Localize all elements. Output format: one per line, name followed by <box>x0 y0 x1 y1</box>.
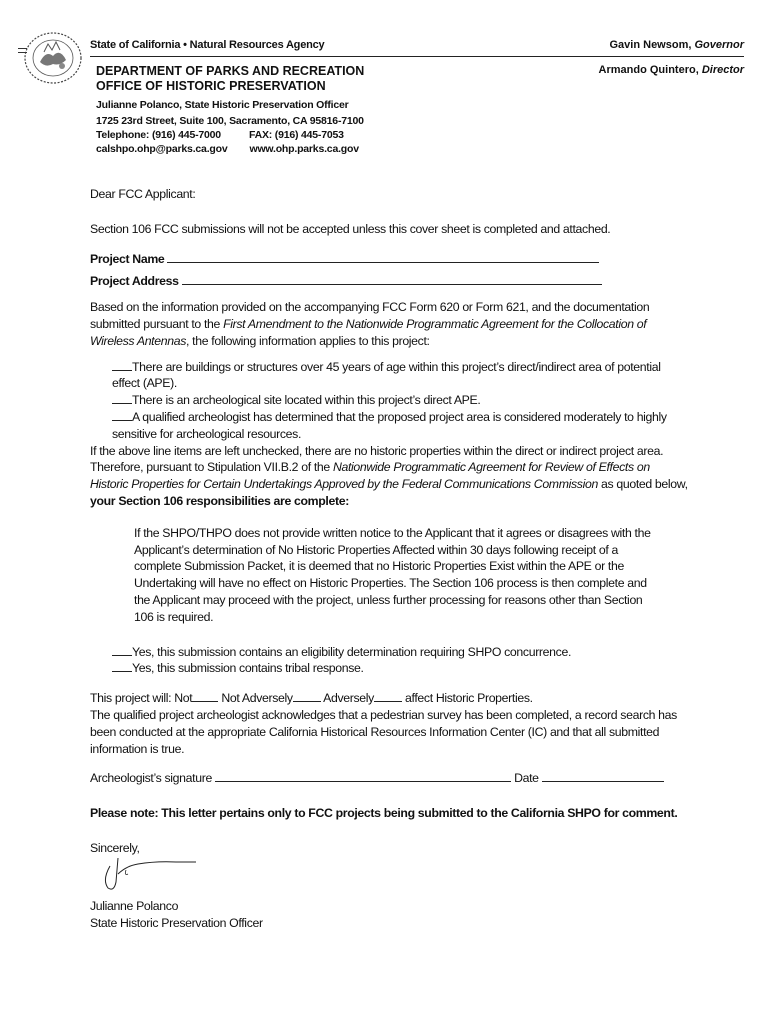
first-amendment-title: First Amendment to the Nationwide Programmatic Agreement for the Collocation of Wireless Antennas <box>90 316 647 348</box>
effect-text: affect Historic Properties. <box>401 691 533 706</box>
closing: Sincerely, <box>90 840 140 855</box>
adversely-blank[interactable] <box>374 690 402 702</box>
project-name-label: Project Name <box>90 251 165 266</box>
signature-label: Archeologist’s signature <box>90 771 215 786</box>
yes-eligibility-row <box>90 644 690 661</box>
check-item-sensitivity <box>90 409 690 443</box>
yes-tribal-row <box>90 660 690 677</box>
project-address-label: Project Address <box>90 274 179 289</box>
basis-paragraph <box>90 299 690 349</box>
check-text: A qualified archeologist has determined that the proposed project area is considered moderately to highly sensitive for archeological resources. <box>112 409 667 441</box>
salutation: Dear FCC Applicant: <box>90 187 196 201</box>
yes-text: Yes, this submission contains tribal response. <box>132 661 364 676</box>
department-title <box>96 64 364 94</box>
director-name: Armando Quintero, Director <box>598 64 744 76</box>
effect-text: Adversely <box>320 691 374 706</box>
officer-line: Julianne Polanco, State Historic Preservation Officer <box>96 99 349 111</box>
check-item-structures <box>90 359 690 393</box>
acknowledgement-paragraph: The qualified project archeologist acknowledges that a pedestrian survey has been completed, a record search has been conducted at the appropriate California Historical Resources Information Center (IC) and that all submitted information is true. <box>90 707 677 756</box>
project-address-row <box>90 273 690 290</box>
yes-text: Yes, this submission contains an eligibility determination requiring SHPO concurrence. <box>132 644 572 659</box>
responsibilities-statement: your Section 106 responsibilities are complete: <box>90 493 349 508</box>
project-address-field[interactable] <box>182 273 602 285</box>
agreement-title: Nationwide Programmatic Agreement for Review of Effects on Historic Properties for Certain Undertakings Approved by the Federal Communications Commission <box>90 460 650 492</box>
check-item-archeological-site <box>90 392 690 409</box>
basis-text-end: , the following information applies to this project: <box>186 333 430 348</box>
check-blank[interactable] <box>112 409 132 421</box>
stipulation-paragraph <box>90 443 690 510</box>
check-blank[interactable] <box>112 359 132 371</box>
agency-name: State of California • Natural Resources Agency <box>90 39 325 51</box>
fax: FAX: (916) 445-7053 <box>248 129 344 141</box>
project-name-row <box>90 251 690 268</box>
check-blank[interactable] <box>112 644 132 656</box>
handwritten-signature <box>96 852 206 896</box>
date-label: Date <box>511 771 542 786</box>
intro-text: Section 106 FCC submissions will not be accepted unless this cover sheet is completed and attached. <box>90 221 611 236</box>
california-seal-icon <box>22 30 84 86</box>
signer-block <box>90 898 263 931</box>
address-line: 1725 23rd Street, Suite 100, Sacramento, CA 95816-7100 <box>96 115 364 127</box>
check-blank[interactable] <box>112 660 132 672</box>
email-link[interactable]: calshpo.ohp@parks.ca.gov <box>96 143 228 155</box>
stipulation-text: If the above line items are left unchecked, there are no historic properties within the direct or indirect project area. Therefore, pursuant to Stipulation VII.B.2 of the <box>90 443 664 475</box>
quoted-stipulation: If the SHPO/THPO does not provide written notice to the Applicant that it agrees or disagrees with the Applicant’s determination of No Historic Properties Affected within 30 days following receipt of a complete Submission Packet, it is deemed that no Historic Properties Exist within the APE or the Undertaking will have no effect on Historic Properties. The Section 106 process is then complete and the Applicant may proceed with the project, unless further processing for reasons other than Section 106 is required. <box>134 525 651 624</box>
not-affect-blank[interactable] <box>192 690 218 702</box>
department-name: DEPARTMENT OF PARKS AND RECREATION <box>96 64 365 78</box>
check-text: There is an archeological site located within this project’s direct APE. <box>132 393 481 408</box>
effect-row <box>90 690 690 707</box>
signer-name: Julianne Polanco <box>90 899 179 913</box>
seal-mark <box>18 52 27 53</box>
effect-text: Not Adversely <box>218 691 293 706</box>
stipulation-text-mid: as quoted below, <box>597 477 688 492</box>
seal-mark <box>18 48 27 49</box>
project-name-field[interactable] <box>167 251 599 263</box>
archeologist-signature-field[interactable] <box>215 770 511 782</box>
signature-row <box>90 770 690 787</box>
governor-name: Gavin Newsom, Governor <box>609 39 744 51</box>
email-web-line <box>96 141 364 157</box>
letterhead-rule <box>90 38 744 57</box>
letter-body <box>90 186 690 857</box>
check-blank[interactable] <box>112 392 132 404</box>
telephone: Telephone: (916) 445-7000 <box>96 129 221 141</box>
basis-text: Based on the information provided on the accompanying FCC Form 620 or Form 621, and the documentation submitted pursuant to the <box>90 300 650 331</box>
check-text: There are buildings or structures over 45 years of age within this project’s direct/indirect area of potential effect (APE). <box>112 359 661 391</box>
date-field[interactable] <box>542 770 664 782</box>
please-note: Please note: This letter pertains only to FCC projects being submitted to the California SHPO for comment. <box>90 806 678 821</box>
contact-block <box>96 97 364 157</box>
office-name: OFFICE OF HISTORIC PRESERVATION <box>96 79 326 93</box>
signer-title: State Historic Preservation Officer <box>90 915 263 930</box>
effect-text: This project will: Not <box>90 691 193 706</box>
website-link[interactable]: www.ohp.parks.ca.gov <box>249 143 359 155</box>
not-adversely-blank[interactable] <box>293 690 321 702</box>
